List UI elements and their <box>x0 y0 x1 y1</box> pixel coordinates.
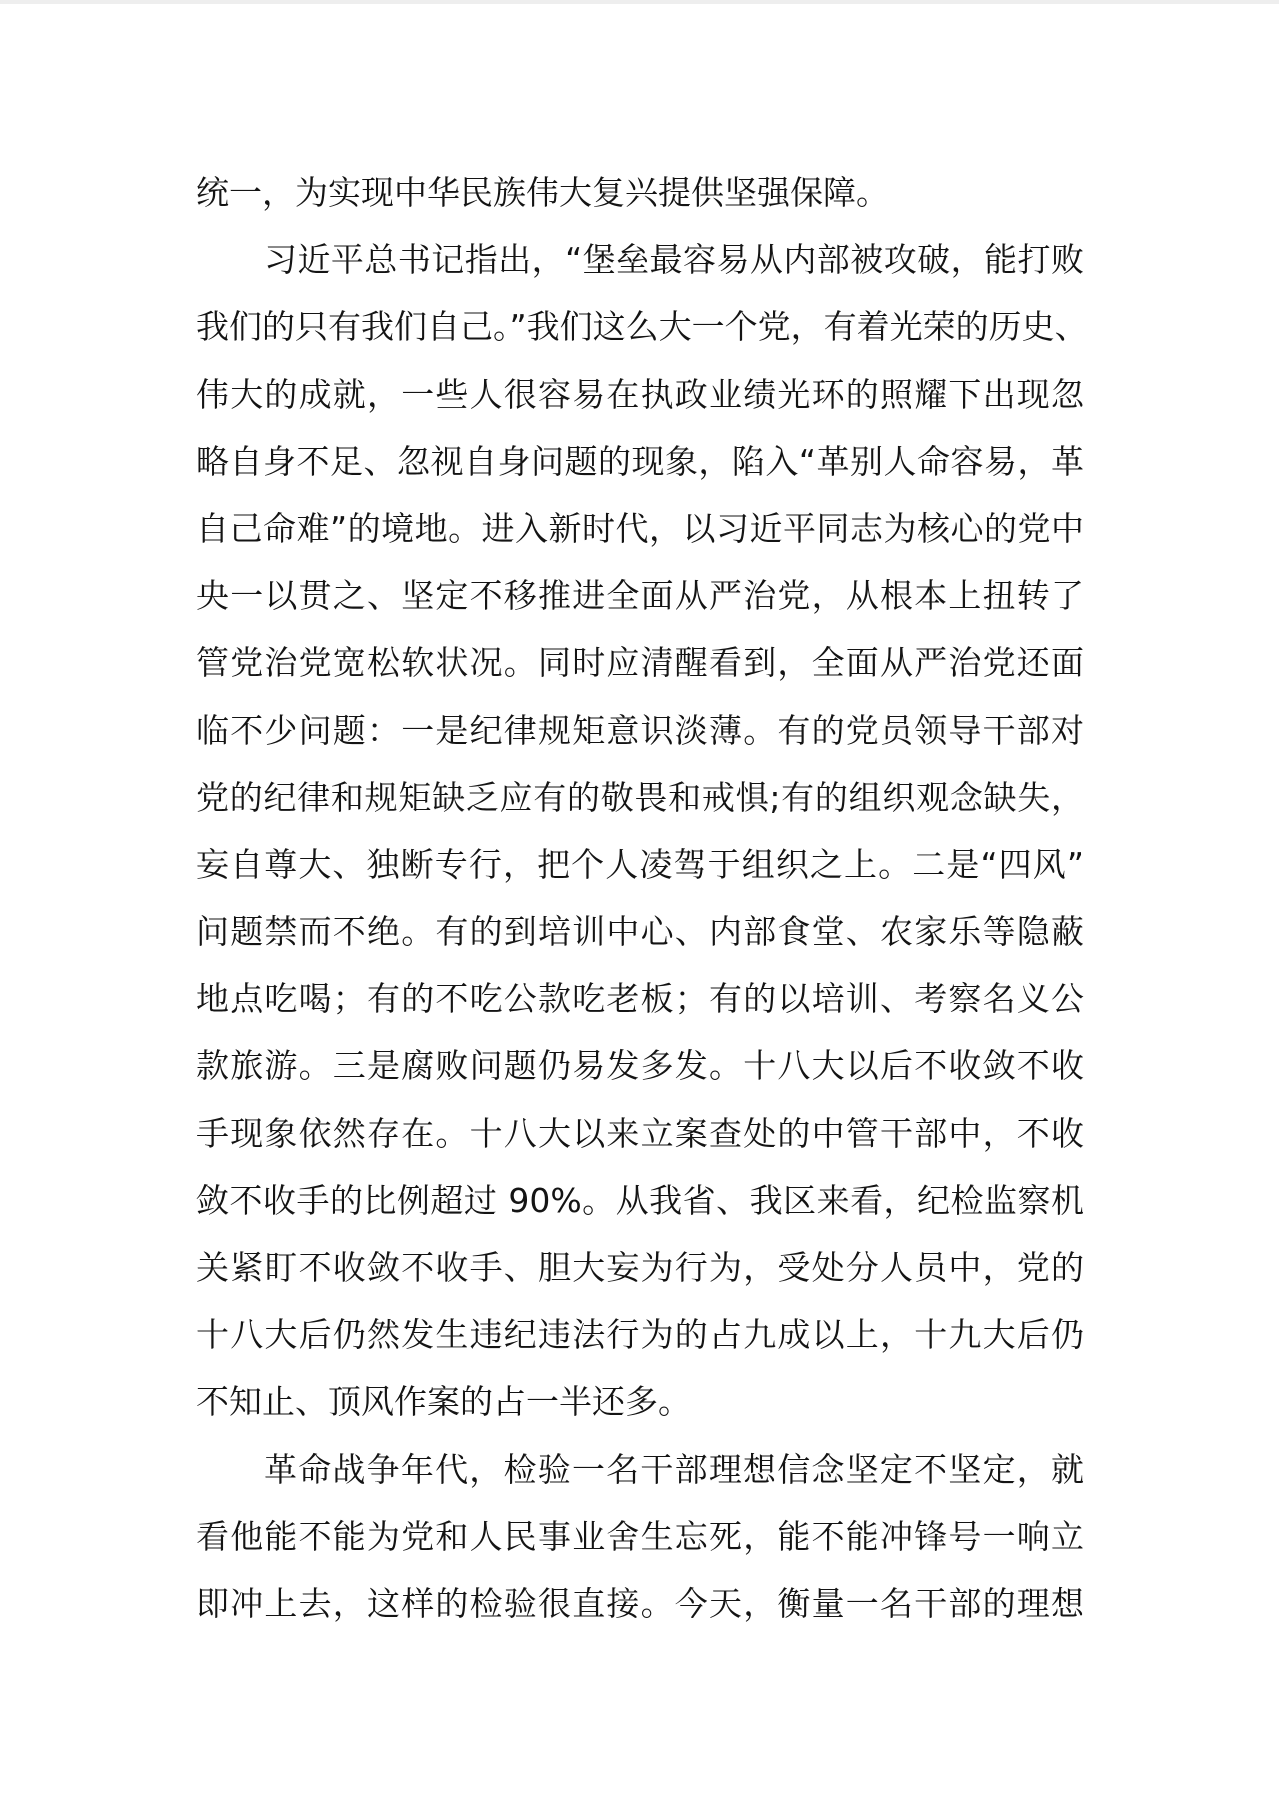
document-body <box>196 159 1088 1637</box>
paragraph-2 <box>196 226 1088 1435</box>
text-line: 央一以贯之、坚定不移推进全面从严治党，从根本上扭转了 <box>196 576 1084 616</box>
text-line: 统一，为实现中华民族伟大复兴提供坚强保障。 <box>196 173 889 212</box>
text-line: 敛不收手的比例超过 90%。从我省、我区来看，纪检监察机 <box>196 1180 1084 1220</box>
paragraph-1 <box>196 159 1084 226</box>
text-line: 关紧盯不收敛不收手、胆大妄为行为，受处分人员中，党的 <box>196 1248 1084 1287</box>
text-line: 看他能不能为党和人民事业舍生忘死，能不能冲锋号一响立 <box>196 1516 1084 1556</box>
top-edge-strip <box>0 0 1279 4</box>
text-line: 地点吃喝；有的不吃公款吃老板；有的以培训、考察名义公 <box>196 979 1084 1019</box>
text-line: 手现象依然存在。十八大以来立案查处的中管干部中，不收 <box>196 1113 1084 1153</box>
text-line: 管党治党宽松软状况。同时应清醒看到，全面从严治党还面 <box>196 643 1084 683</box>
text-line: 临不少问题：一是纪律规矩意识淡薄。有的党员领导干部对 <box>196 710 1084 750</box>
text-line: 十八大后仍然发生违纪违法行为的占九成以上，十九大后仍 <box>196 1315 1084 1355</box>
text-line: 问题禁而不绝。有的到培训中心、内部食堂、农家乐等隐蔽 <box>196 912 1084 952</box>
text-line: 伟大的成就，一些人很容易在执政业绩光环的照耀下出现忽 <box>196 374 1084 414</box>
text-line: 自己命难”的境地。进入新时代，以习近平同志为核心的党中 <box>196 508 1084 548</box>
paragraph-3 <box>196 1436 1084 1638</box>
text-line: 妄自尊大、独断专行，把个人凌驾于组织之上。二是“四风” <box>196 844 1084 884</box>
text-line: 党的纪律和规矩缺乏应有的敬畏和戒惧;有的组织观念缺失， <box>196 777 1084 817</box>
text-line: 不知止、顶风作案的占一半还多。 <box>196 1382 691 1422</box>
text-line: 习近平总书记指出，“堡垒最容易从内部被攻破，能打败 <box>264 240 1084 280</box>
text-line: 我们的只有我们自己。”我们这么大一个党，有着光荣的历史、 <box>196 307 1088 347</box>
text-line: 革命战争年代，检验一名干部理想信念坚定不坚定，就 <box>264 1449 1084 1489</box>
text-line: 略自身不足、忽视自身问题的现象，陷入“革别人命容易，革 <box>196 441 1084 481</box>
text-line: 款旅游。三是腐败问题仍易发多发。十八大以后不收敛不收 <box>196 1046 1084 1086</box>
text-line: 即冲上去，这样的检验很直接。今天，衡量一名干部的理想 <box>196 1583 1084 1623</box>
